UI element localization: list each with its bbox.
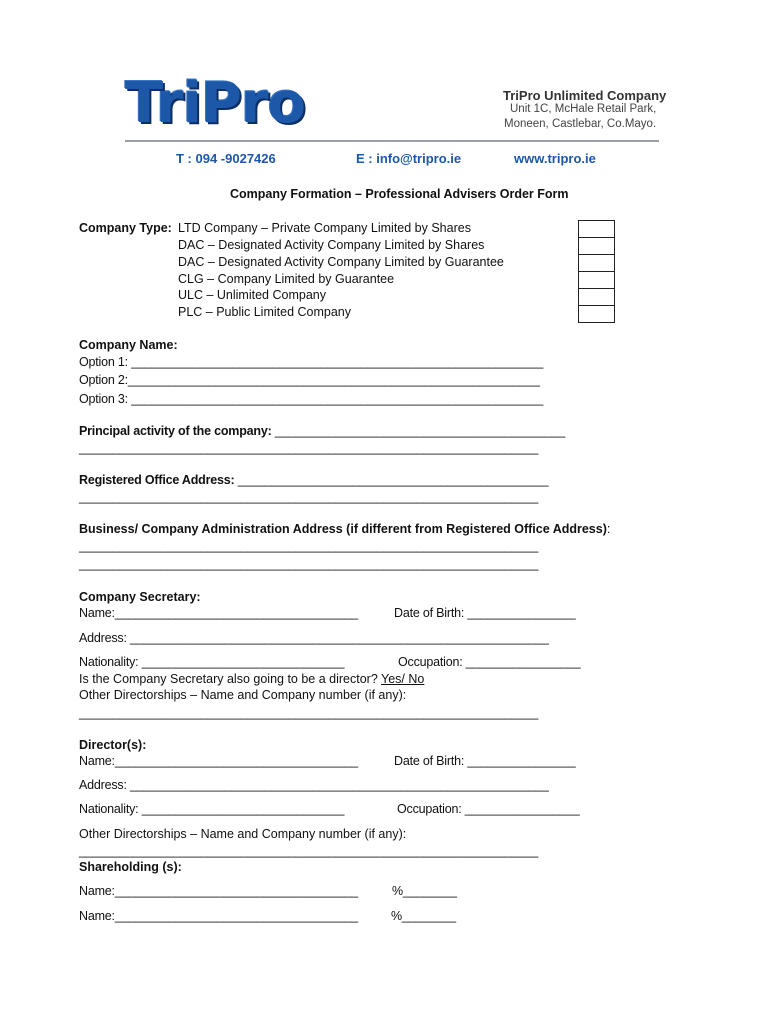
company-type-option-ulc: ULC – Unlimited Company [178, 288, 326, 302]
business-address-heading-row [79, 522, 610, 536]
director-name-field[interactable]: Name:____________________________________ [79, 754, 358, 768]
checkbox-dac-guarantee[interactable] [578, 254, 615, 272]
director-nationality-field[interactable]: Nationality: ______________________________ [79, 802, 345, 816]
header-divider [125, 140, 659, 142]
shareholding-heading: Shareholding (s): [79, 860, 182, 874]
registered-office-line2[interactable]: ____________________________________________________________________ [79, 490, 539, 504]
company-type-option-dac-shares: DAC – Designated Activity Company Limited by Shares [178, 238, 485, 252]
director-address-field[interactable]: Address: ______________________________________________________________ [79, 778, 549, 792]
business-address-line1[interactable]: ____________________________________________________________________ [79, 539, 539, 553]
director-dob-field[interactable]: Date of Birth: ________________ [394, 754, 576, 768]
header-website: www.tripro.ie [514, 151, 596, 166]
principal-activity-row[interactable] [79, 424, 565, 438]
shareholder-name-field-2[interactable]: Name:____________________________________ [79, 909, 358, 923]
director-occupation-field[interactable]: Occupation: _________________ [397, 802, 580, 816]
shareholder-percent-field-1[interactable]: %________ [392, 884, 457, 898]
principal-activity-line2[interactable]: ____________________________________________________________________ [79, 441, 539, 455]
header-phone: T : 094 -9027426 [176, 151, 276, 166]
directors-heading: Director(s): [79, 738, 147, 752]
tripro-logo: TriPro [125, 71, 305, 136]
header-address-line2: Moneen, Castlebar, Co.Mayo. [504, 118, 657, 130]
secretary-dob-field[interactable]: Date of Birth: ________________ [394, 606, 576, 620]
director-other-directorships-label: Other Directorships – Name and Company number (if any): [79, 827, 407, 841]
company-name-heading: Company Name: [79, 338, 178, 352]
checkbox-ltd[interactable] [578, 220, 615, 238]
principal-activity-field[interactable]: ___________________________________________ [271, 424, 566, 438]
company-type-option-clg: CLG – Company Limited by Guarantee [178, 272, 395, 286]
secretary-heading: Company Secretary: [79, 590, 201, 604]
registered-office-field[interactable]: ______________________________________________ [234, 473, 549, 487]
company-name-option2-field[interactable]: Option 2:_____________________________________________________________ [79, 373, 540, 387]
secretary-director-question-row [79, 672, 424, 686]
company-name-option1-field[interactable]: Option 1: _____________________________________________________________ [79, 355, 544, 369]
company-type-label: Company Type: [79, 221, 172, 235]
shareholder-name-field-1[interactable]: Name:____________________________________ [79, 884, 358, 898]
business-address-line2[interactable]: ____________________________________________________________________ [79, 557, 539, 571]
header-address-line1: Unit 1C, McHale Retail Park, [510, 103, 657, 115]
shareholder-percent-field-2[interactable]: %________ [391, 909, 456, 923]
secretary-director-question: Is the Company Secretary also going to be a director? [79, 672, 378, 686]
form-title: Company Formation – Professional Advisers Order Form [230, 187, 569, 201]
registered-office-label: Registered Office Address: [79, 473, 235, 487]
registered-office-row[interactable] [79, 473, 548, 487]
checkbox-plc[interactable] [578, 305, 615, 323]
header-company-name: TriPro Unlimited Company [503, 88, 667, 103]
company-type-option-dac-guarantee: DAC – Designated Activity Company Limited by Guarantee [178, 255, 504, 269]
business-address-colon: : [606, 522, 611, 536]
secretary-nationality-field[interactable]: Nationality: ______________________________ [79, 655, 345, 669]
secretary-other-directorships-label: Other Directorships – Name and Company number (if any): [79, 688, 407, 702]
company-type-option-plc: PLC – Public Limited Company [178, 305, 351, 319]
principal-activity-label: Principal activity of the company: [79, 424, 272, 438]
company-type-option-ltd: LTD Company – Private Company Limited by Shares [178, 221, 471, 235]
secretary-name-field[interactable]: Name:____________________________________ [79, 606, 358, 620]
secretary-occupation-field[interactable]: Occupation: _________________ [398, 655, 581, 669]
director-other-directorships-field[interactable]: ____________________________________________________________________ [79, 844, 539, 858]
secretary-address-field[interactable]: Address: ______________________________________________________________ [79, 631, 549, 645]
business-address-label: Business/ Company Administration Address (if different from Registered Office Address) [79, 522, 607, 536]
header-email: E : info@tripro.ie [356, 151, 462, 166]
company-name-option3-field[interactable]: Option 3: _____________________________________________________________ [79, 392, 544, 406]
yes-no-option[interactable]: Yes/ No [381, 672, 425, 686]
checkbox-dac-shares[interactable] [578, 237, 615, 255]
checkbox-ulc[interactable] [578, 288, 615, 306]
secretary-other-directorships-field[interactable]: ____________________________________________________________________ [79, 706, 539, 720]
company-type-checkboxes [578, 221, 614, 323]
checkbox-clg[interactable] [578, 271, 615, 289]
